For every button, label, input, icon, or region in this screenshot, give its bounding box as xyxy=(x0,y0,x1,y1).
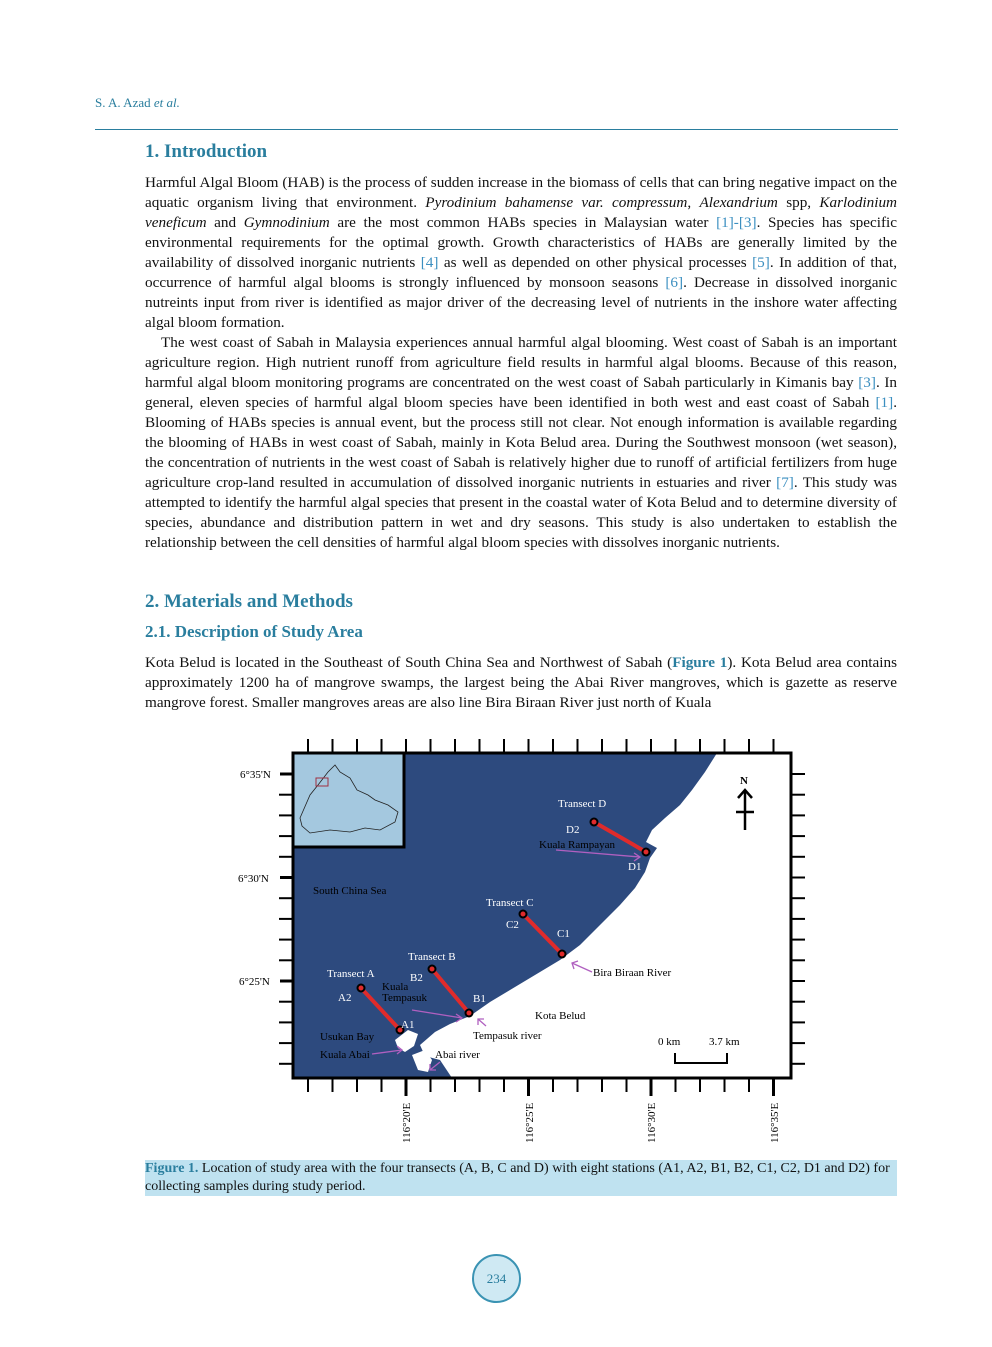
study-area-map xyxy=(230,735,810,1155)
intro-paragraph-2 xyxy=(145,333,897,553)
text-run: ). Kota Belud area contains approximately 1200 ha of mangrove swamps, the largest being the Abai River mangroves, which is gazette as reserve mangrove forest. Smaller mangroves areas are also line Bira Biraan River just north of Kuala xyxy=(145,654,897,711)
figure-caption xyxy=(145,1160,897,1196)
station-c2-label: C2 xyxy=(506,919,519,931)
text-run: , xyxy=(687,194,700,211)
study-area-heading: 2.1. Description of Study Area xyxy=(145,622,363,641)
citation-link[interactable]: [6] xyxy=(665,274,684,291)
station-a2-label: A2 xyxy=(338,992,352,1004)
citation-link[interactable]: [5] xyxy=(752,254,770,271)
bira-biraan-river-label: Bira Biraan River xyxy=(593,967,672,979)
author-names: S. A. Azad xyxy=(95,95,151,110)
et-al: et al. xyxy=(153,95,180,110)
text-run: The west coast of Sabah in Malaysia experiences annual harmful algal blooming. West coast of Sabah is an important agriculture region. High nutrient runoff from agriculture field results in harmful algal blooms. Because of this reason, harmful algal bloom monitoring programs are concentrated on the west coast of Sabah particularly in Kimanis bay xyxy=(145,334,897,391)
text-run: . Species has specific environmental requirements for the optimal growth. Growth characteristics of HABs are generally limited by the availability of dissolved inorganic nutrients xyxy=(145,214,897,271)
lat-label: 6°35'N xyxy=(240,769,271,781)
page-number: 234 xyxy=(472,1254,521,1303)
caption-label: Figure 1. xyxy=(145,1161,199,1176)
text-run: and xyxy=(206,214,244,231)
text-run: . This study was attempted to identify the harmful algal species that present in the coastal water of Kota Belud and to determine diversity of species, abundance and distribution pattern in wet and dry seasons. This study is also undertaken to establish the relationship between the cell densities of harmful algal bloom species with dissolves inorganic nutrients. xyxy=(145,474,897,551)
scale-start-label: 0 km xyxy=(658,1036,681,1048)
station-b2-label: B2 xyxy=(410,972,423,984)
station-a2-marker xyxy=(358,985,365,992)
lat-label: 6°30'N xyxy=(238,873,269,885)
abai-river-label: Abai river xyxy=(435,1049,480,1061)
text-run: are the most common HABs species in Malaysian water xyxy=(329,214,717,231)
text-run: Kota Belud is located in the Southeast of South China Sea and Northwest of Sabah ( xyxy=(145,654,673,671)
usukan-bay-label: Usukan Bay xyxy=(320,1031,375,1043)
kuala-rampayan-label: Kuala Rampayan xyxy=(539,839,616,851)
station-b1-label: B1 xyxy=(473,993,486,1005)
south-china-sea-label: South China Sea xyxy=(313,885,387,897)
species-name: Gymnodinium xyxy=(243,214,330,231)
methods-heading: 2. Materials and Methods xyxy=(145,591,353,612)
header-rule xyxy=(95,129,898,130)
running-head xyxy=(95,95,180,111)
station-a1-label: A1 xyxy=(401,1019,415,1031)
intro-heading: 1. Introduction xyxy=(145,141,268,162)
species-name: Alexandrium xyxy=(699,194,778,211)
caption-text: Location of study area with the four transects (A, B, C and D) with eight stations (A1, A2, B1, B2, C1, C2, D1 and D2) for collecting samples during study period. xyxy=(145,1161,890,1194)
lon-label: 116°20'E xyxy=(401,1102,413,1143)
lon-label: 116°35'E xyxy=(769,1102,781,1143)
kuala-tempasuk-label-2: Tempasuk xyxy=(382,992,428,1004)
figure-link[interactable]: Figure 1 xyxy=(672,654,728,671)
citation-link[interactable]: [3] xyxy=(858,374,876,391)
study-area-paragraph xyxy=(145,653,897,713)
text-run: . Decrease in dissolved inorganic nutreints input from river is identified as major driver of the decreasing level of nutrients in the inshore water affecting algal bloom formation. xyxy=(145,274,897,331)
text-run: spp, xyxy=(777,194,820,211)
study-area-body xyxy=(145,653,897,713)
station-d2-label: D2 xyxy=(566,824,580,836)
citation-link[interactable]: [4] xyxy=(420,254,439,271)
text-run: . Blooming of HABs species is annual event, but the process still not clear. Not enough information is available regarding the blooming of HABs in west coast of Sabah, mainly in Kota Belud area. During the Southwest monsoon (wet season), the concentration of nutrients in the west coast of Sabah is relatively higher due to runoff of artificial fertilizers from huge agriculture crop-land resulted in accumulation of dissolved inorganic nutrients in estuaries and river xyxy=(145,394,897,491)
lon-label: 116°30'E xyxy=(646,1102,658,1143)
species-name: Pyrodinium bahamense var. compressum xyxy=(425,194,688,211)
north-label: N xyxy=(740,775,748,787)
kota-belud-label: Kota Belud xyxy=(535,1010,586,1022)
scale-end-label: 3.7 km xyxy=(709,1036,740,1048)
text-run: . In general, eleven species of harmful algal bloom species have been identified in both west and east coast of Sabah xyxy=(145,374,897,411)
station-b1-marker xyxy=(466,1010,473,1017)
station-c1-marker xyxy=(559,951,566,958)
station-c1-label: C1 xyxy=(557,928,570,940)
text-run: Harmful Algal Bloom (HAB) is the process of sudden increase in the biomass of cells that can bring negative impact on the aquatic organism living that environment. xyxy=(145,174,897,211)
station-d1-label: D1 xyxy=(628,861,642,873)
text-run: as well as depended on other physical processes xyxy=(438,254,753,271)
citation-link[interactable]: [1] xyxy=(875,394,894,411)
tempasuk-river-label: Tempasuk river xyxy=(473,1030,542,1042)
text-run: . In addition of that, occurrence of harmful algal blooms is strongly influenced by monsoon seasons xyxy=(145,254,897,291)
transect-d-label: Transect D xyxy=(558,798,607,810)
kuala-abai-label: Kuala Abai xyxy=(320,1049,370,1061)
lon-label: 116°25'E xyxy=(524,1102,536,1143)
transect-c-label: Transect C xyxy=(486,897,534,909)
station-b2-marker xyxy=(429,966,436,973)
lat-label: 6°25'N xyxy=(239,976,270,988)
intro-paragraph-1 xyxy=(145,173,897,333)
lat-labels xyxy=(238,769,271,988)
transect-b-label: Transect B xyxy=(408,951,456,963)
station-c2-marker xyxy=(520,911,527,918)
station-d2-marker xyxy=(591,819,598,826)
citation-link[interactable]: [7] xyxy=(776,474,794,491)
species-name: Karlodinium veneficum xyxy=(145,194,898,231)
citation-link[interactable]: [1]-[3] xyxy=(716,214,757,231)
kuala-tempasuk-label: Kuala xyxy=(382,981,409,993)
lon-labels xyxy=(401,1103,781,1143)
station-d1-marker xyxy=(643,849,650,856)
intro-body xyxy=(145,173,897,553)
transect-a-label: Transect A xyxy=(327,968,375,980)
